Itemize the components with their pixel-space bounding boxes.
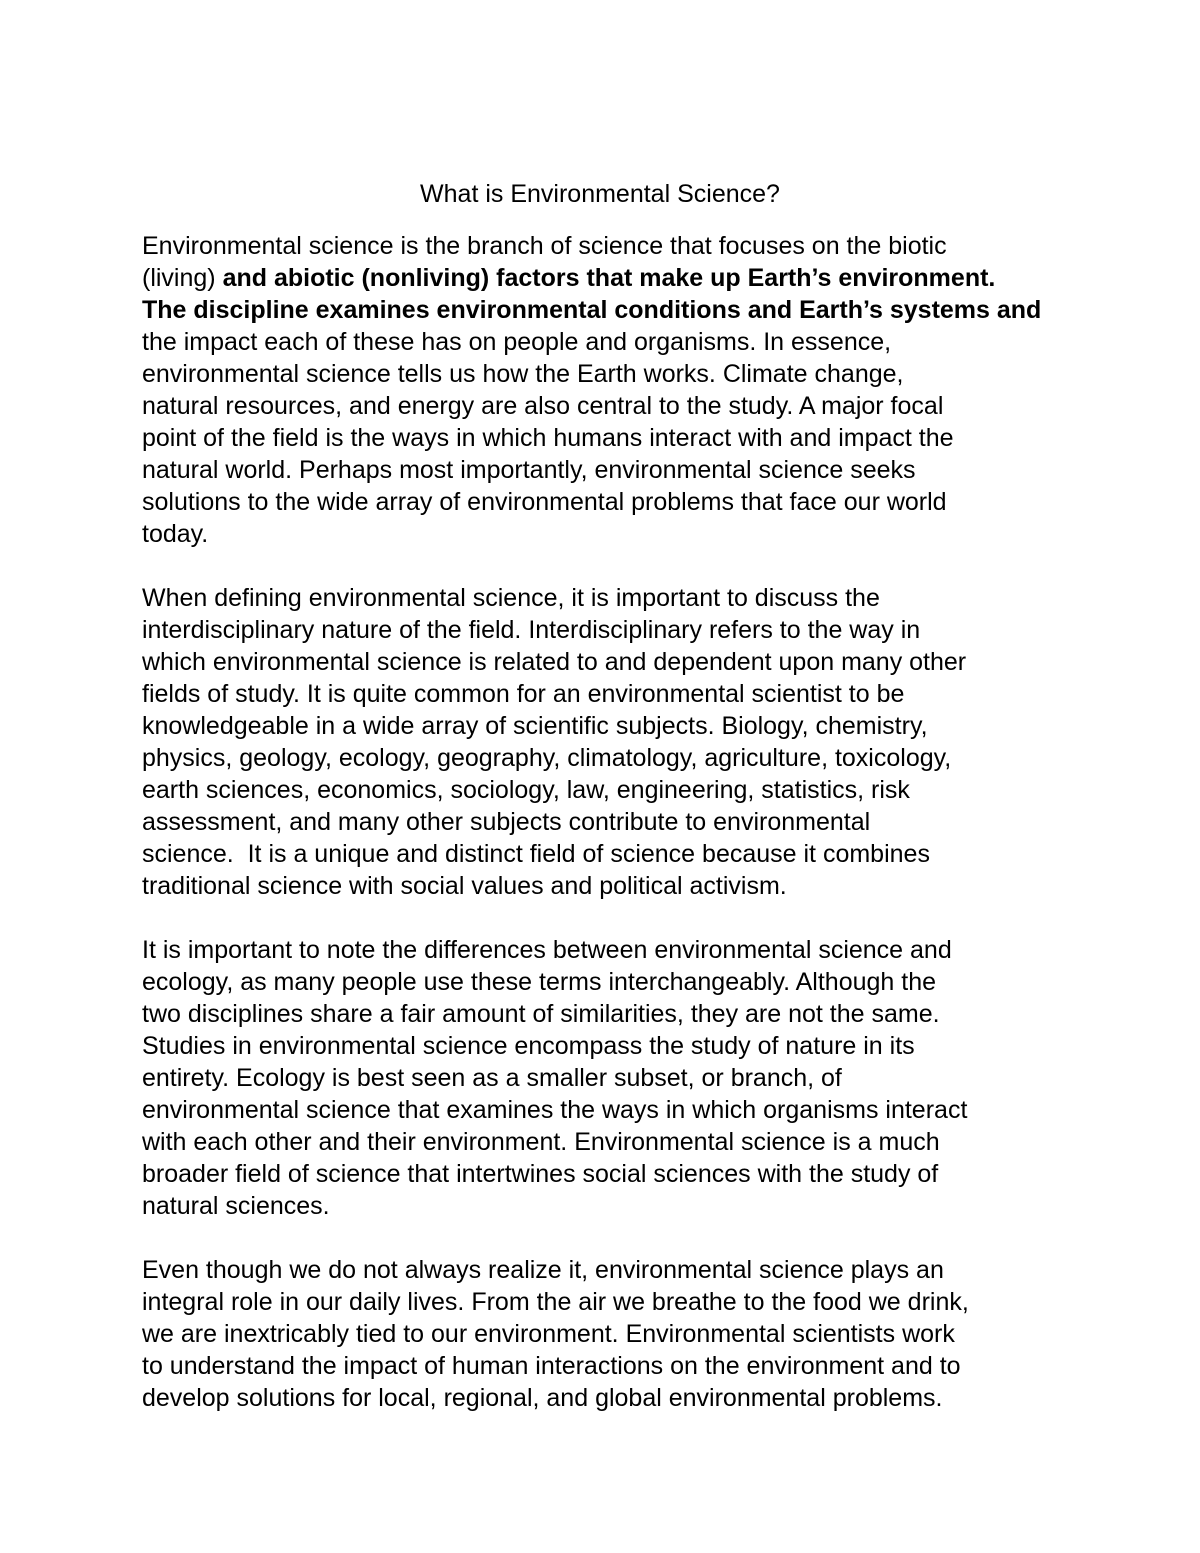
page-title: What is Environmental Science?: [420, 180, 780, 208]
paragraph-line: Studies in environmental science encompass the study of nature in its: [142, 1032, 915, 1060]
paragraph-line: today.: [142, 520, 209, 548]
paragraph-line: Environmental science is the branch of science that focuses on the biotic: [142, 232, 947, 260]
paragraph-line: entirety. Ecology is best seen as a smaller subset, or branch, of: [142, 1064, 842, 1092]
paragraph-line: earth sciences, economics, sociology, law, engineering, statistics, risk: [142, 776, 910, 804]
paragraph-line: natural world. Perhaps most importantly, environmental science seeks: [142, 456, 916, 484]
paragraph-line: with each other and their environment. Environmental science is a much: [142, 1128, 940, 1156]
paragraph-line-normal-part: (living): [142, 264, 216, 292]
paragraph-line: ecology, as many people use these terms interchangeably. Although the: [142, 968, 937, 996]
paragraph-line: [142, 262, 1092, 294]
paragraph-line: we are inextricably tied to our environment. Environmental scientists work: [142, 1320, 955, 1348]
paragraph-line: broader field of science that intertwines social sciences with the study of: [142, 1160, 939, 1188]
paragraph-line: to understand the impact of human interactions on the environment and to: [142, 1352, 961, 1380]
paragraph-line: science. It is a unique and distinct field of science because it combines: [142, 840, 930, 868]
paragraph-2: [142, 582, 1092, 902]
paragraph-line: two disciplines share a fair amount of similarities, they are not the same.: [142, 1000, 940, 1028]
paragraph-line: knowledgeable in a wide array of scientific subjects. Biology, chemistry,: [142, 712, 928, 740]
paragraph-line: solutions to the wide array of environmental problems that face our world: [142, 488, 947, 516]
paragraph-line: traditional science with social values and political activism.: [142, 872, 787, 900]
paragraph-line: which environmental science is related to and dependent upon many other: [142, 648, 967, 676]
paragraph-1: [142, 230, 1092, 550]
paragraph-3: [142, 934, 1092, 1222]
paragraph-line: It is important to note the differences between environmental science and: [142, 936, 952, 964]
paragraph-line: environmental science tells us how the Earth works. Climate change,: [142, 360, 904, 388]
paragraph-line: interdisciplinary nature of the field. Interdisciplinary refers to the way in: [142, 616, 921, 644]
paragraph-line: the impact each of these has on people and organisms. In essence,: [142, 328, 892, 356]
paragraph-line: The discipline examines environmental conditions and Earth’s systems and: [142, 296, 1042, 324]
paragraph-4: [142, 1254, 1092, 1414]
paragraph-line: point of the field is the ways in which humans interact with and impact the: [142, 424, 954, 452]
paragraph-line: natural sciences.: [142, 1192, 330, 1220]
paragraph-line: integral role in our daily lives. From the air we breathe to the food we drink,: [142, 1288, 969, 1316]
paragraph-line: natural resources, and energy are also central to the study. A major focal: [142, 392, 944, 420]
paragraph-line: fields of study. It is quite common for an environmental scientist to be: [142, 680, 905, 708]
paragraph-line: physics, geology, ecology, geography, climatology, agriculture, toxicology,: [142, 744, 952, 772]
paragraph-line: Even though we do not always realize it, environmental science plays an: [142, 1256, 944, 1284]
paragraph-line-bold-part: and abiotic (nonliving) factors that make up Earth’s environment.: [215, 264, 996, 292]
paragraph-line: When defining environmental science, it is important to discuss the: [142, 584, 880, 612]
paragraph-line: environmental science that examines the ways in which organisms interact: [142, 1096, 968, 1124]
paragraph-line: assessment, and many other subjects contribute to environmental: [142, 808, 871, 836]
paragraph-line: develop solutions for local, regional, and global environmental problems.: [142, 1384, 943, 1412]
